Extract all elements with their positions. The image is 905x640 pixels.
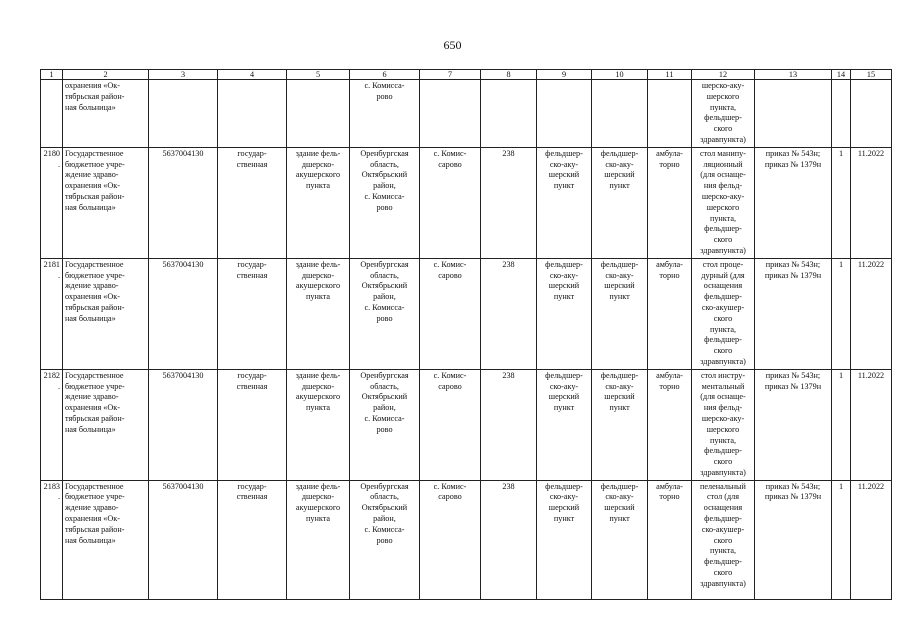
quantity: 1 <box>832 480 851 599</box>
settlement: с. Комис- сарово <box>420 369 481 480</box>
row-number: 2182. <box>41 369 63 480</box>
col-number-8: 8 <box>481 70 537 80</box>
address: Оренбургская область, Октябрьский район, с. Комисса- рово <box>350 147 420 258</box>
equipment: стол инстру- ментальный (для оснаще- ния фельд- шерско-аку- шерского пункта, фельдшер- ского здравпункта) <box>692 369 755 480</box>
address: Оренбургская область, Октябрьский район, с. Комисса- рово <box>350 369 420 480</box>
ownership-form: государ- ственная <box>218 369 287 480</box>
date: 11.2022 <box>851 480 892 599</box>
unit-type: фельдшер- ско-аку- шерский пункт <box>592 258 648 369</box>
organization-name: Государственное бюджетное учре- ждение здраво- охранения «Ок- тябрьская район- ная больница» <box>63 258 149 369</box>
unit-type: фельдшер- ско-аку- шерский пункт <box>592 369 648 480</box>
quantity: 1 <box>832 147 851 258</box>
population <box>481 80 537 148</box>
inn: 5637004130 <box>149 258 218 369</box>
row-number: 2181. <box>41 258 63 369</box>
inn: 5637004130 <box>149 147 218 258</box>
care-conditions: амбула- торно <box>648 147 692 258</box>
settlement: с. Комис- сарово <box>420 480 481 599</box>
date: 11.2022 <box>851 369 892 480</box>
col-number-11: 11 <box>648 70 692 80</box>
inn: 5637004130 <box>149 369 218 480</box>
facility-type: фельдшер- ско-аку- шерский пункт <box>537 258 592 369</box>
organization-name: охранения «Ок- тябрьская район- ная больница» <box>63 80 149 148</box>
quantity: 1 <box>832 369 851 480</box>
facility-type: фельдшер- ско-аку- шерский пункт <box>537 369 592 480</box>
unit-type <box>592 80 648 148</box>
equipment: пеленальный стол (для оснащения фельдшер- ско-акушер- ского пункта, фельдшер- ского здравпункта) <box>692 480 755 599</box>
population: 238 <box>481 258 537 369</box>
facility-type: фельдшер- ско-аку- шерский пункт <box>537 480 592 599</box>
population: 238 <box>481 369 537 480</box>
building: здание фель- дшерско- акушерского пункта <box>287 147 350 258</box>
care-conditions: амбула- торно <box>648 369 692 480</box>
col-number-3: 3 <box>149 70 218 80</box>
settlement: с. Комис- сарово <box>420 147 481 258</box>
care-conditions <box>648 80 692 148</box>
date: 11.2022 <box>851 258 892 369</box>
ownership-form: государ- ственная <box>218 258 287 369</box>
quantity <box>832 80 851 148</box>
building <box>287 80 350 148</box>
settlement: с. Комис- сарово <box>420 258 481 369</box>
unit-type: фельдшер- ско-аку- шерский пункт <box>592 147 648 258</box>
row-number: 2183. <box>41 480 63 599</box>
facility-type: фельдшер- ско-аку- шерский пункт <box>537 147 592 258</box>
organization-name: Государственное бюджетное учре- ждение здраво- охранения «Ок- тябрьская район- ная больница» <box>63 369 149 480</box>
ownership-form <box>218 80 287 148</box>
address: Оренбургская область, Октябрьский район, с. Комисса- рово <box>350 258 420 369</box>
ownership-form: государ- ственная <box>218 147 287 258</box>
organization-name: Государственное бюджетное учре- ждение здраво- охранения «Ок- тябрьская район- ная больница» <box>63 480 149 599</box>
col-number-6: 6 <box>350 70 420 80</box>
care-conditions: амбула- торно <box>648 258 692 369</box>
regulation <box>755 80 832 148</box>
population: 238 <box>481 480 537 599</box>
table-row <box>41 258 892 369</box>
col-number-4: 4 <box>218 70 287 80</box>
inn <box>149 80 218 148</box>
col-number-10: 10 <box>592 70 648 80</box>
building: здание фель- дшерско- акушерского пункта <box>287 369 350 480</box>
regulation: приказ № 543н; приказ № 1379н <box>755 369 832 480</box>
address: с. Комисса- рово <box>350 80 420 148</box>
regulation: приказ № 543н; приказ № 1379н <box>755 147 832 258</box>
row-number <box>41 80 63 148</box>
table-row <box>41 147 892 258</box>
registry-table <box>40 69 892 600</box>
address: Оренбургская область, Октябрьский район, с. Комисса- рово <box>350 480 420 599</box>
page-number: 650 <box>443 38 462 52</box>
col-number-2: 2 <box>63 70 149 80</box>
table-row <box>41 480 892 599</box>
building: здание фель- дшерско- акушерского пункта <box>287 258 350 369</box>
ownership-form: государ- ственная <box>218 480 287 599</box>
col-number-9: 9 <box>537 70 592 80</box>
date: 11.2022 <box>851 147 892 258</box>
regulation: приказ № 543н; приказ № 1379н <box>755 258 832 369</box>
care-conditions: амбула- торно <box>648 480 692 599</box>
equipment: стол проце- дурный (для оснащения фельдшер- ско-акушер- ского пункта, фельдшер- ского здравпункта) <box>692 258 755 369</box>
unit-type: фельдшер- ско-аку- шерский пункт <box>592 480 648 599</box>
col-number-15: 15 <box>851 70 892 80</box>
equipment: шерско-аку- шерского пункта, фельдшер- ского здравпункта) <box>692 80 755 148</box>
population: 238 <box>481 147 537 258</box>
col-number-12: 12 <box>692 70 755 80</box>
row-number: 2180. <box>41 147 63 258</box>
col-number-1: 1 <box>41 70 63 80</box>
table-row <box>41 369 892 480</box>
col-number-13: 13 <box>755 70 832 80</box>
equipment: стол манипу- ляционный (для оснаще- ния фельд- шерско-аку- шерского пункта, фельдшер- ского здравпункта) <box>692 147 755 258</box>
col-number-14: 14 <box>832 70 851 80</box>
facility-type <box>537 80 592 148</box>
column-number-row <box>41 70 892 80</box>
quantity: 1 <box>832 258 851 369</box>
regulation: приказ № 543н; приказ № 1379н <box>755 480 832 599</box>
inn: 5637004130 <box>149 480 218 599</box>
building: здание фель- дшерско- акушерского пункта <box>287 480 350 599</box>
table-row-continued <box>41 80 892 148</box>
settlement <box>420 80 481 148</box>
col-number-7: 7 <box>420 70 481 80</box>
date <box>851 80 892 148</box>
organization-name: Государственное бюджетное учре- ждение здраво- охранения «Ок- тябрьская район- ная больница» <box>63 147 149 258</box>
col-number-5: 5 <box>287 70 350 80</box>
